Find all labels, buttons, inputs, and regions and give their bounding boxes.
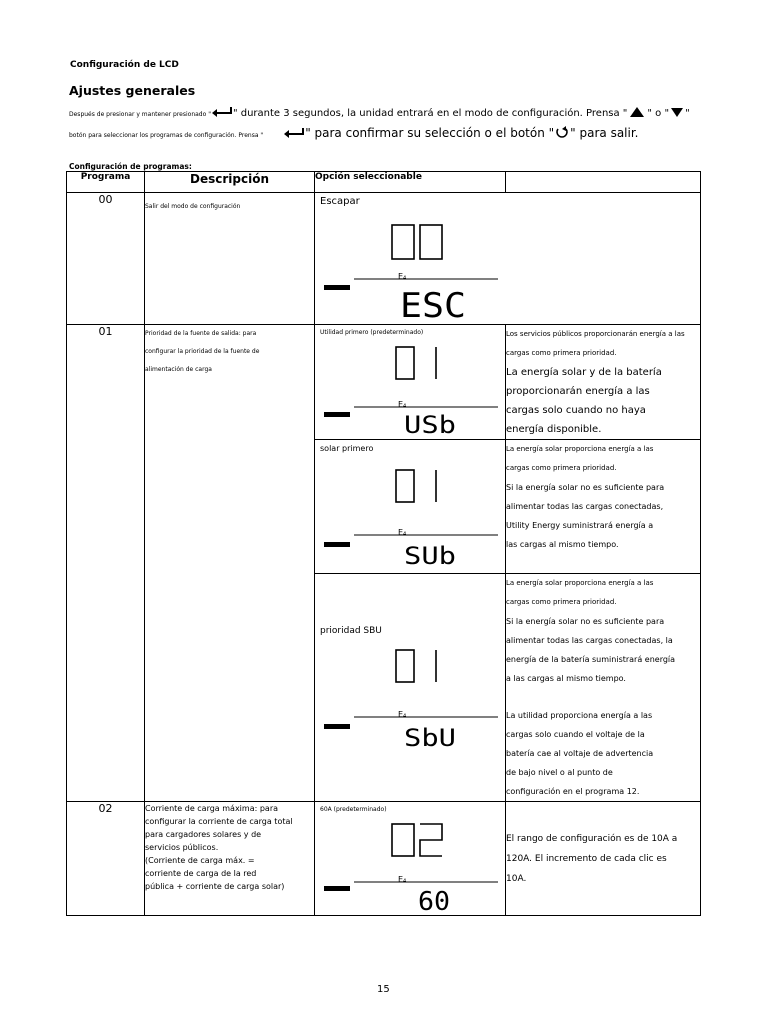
lcd-display [320, 460, 500, 570]
lcd-bolt-icon: E₄ [398, 875, 407, 884]
lcd-bolt-icon: E₄ [398, 528, 407, 537]
header-notes [506, 172, 701, 193]
note-line: las cargas al mismo tiempo. [506, 540, 619, 549]
header-opcion: Opción seleccionable [315, 172, 506, 193]
header-programa: Programa [67, 172, 145, 193]
program-description [145, 325, 315, 802]
program-number: 00 [67, 193, 145, 325]
note-line: El rango de configuración es de 10A a [506, 833, 678, 844]
note-line: La energía solar proporciona energía a las [506, 445, 654, 453]
option-note [506, 574, 701, 802]
note-line: Utility Energy suministrará energía a [506, 521, 654, 530]
lcd-bolt-icon: E₄ [398, 710, 407, 719]
note-line: La energía solar y de la batería [506, 367, 662, 378]
escape-icon [554, 126, 570, 140]
table-header-row [67, 172, 701, 193]
enter-icon [283, 127, 305, 139]
option-label: 60A (predeterminado) [320, 806, 387, 813]
description-line: configurar la prioridad de la fuente de [145, 348, 260, 355]
lcd-bar-indicator [324, 886, 350, 891]
table-row [67, 193, 701, 325]
note-line: de bajo nivel o al punto de [506, 768, 613, 777]
option-label: solar primero [320, 444, 374, 453]
program-description [145, 802, 315, 916]
header-descripcion: Descripción [145, 172, 315, 193]
lcd-digits-top [396, 650, 436, 682]
lcd-digits-bottom: SbU [404, 724, 456, 750]
option-note [506, 440, 701, 574]
description-line: corriente de carga de la red [145, 869, 257, 878]
description-line: configurar la corriente de carga total [145, 817, 293, 826]
lcd-digits-top [396, 470, 436, 502]
note-line: Si la energía solar no es suficiente para [506, 617, 665, 626]
page-number: 15 [377, 984, 390, 995]
option-label: Utilidad primero (predeterminado) [320, 329, 424, 336]
program-description [145, 193, 315, 325]
intro-line2-end: " para salir. [570, 126, 639, 140]
lcd-bar-indicator [324, 542, 350, 547]
description-line: servicios públicos. [145, 843, 219, 852]
lcd-display [320, 215, 500, 323]
note-line: cargas como primera prioridad. [506, 598, 617, 606]
description-line: Prioridad de la fuente de salida: para [145, 330, 257, 337]
note-line: configuración en el programa 12. [506, 787, 640, 796]
option-cell [315, 325, 506, 440]
table-row [67, 802, 701, 916]
lcd-digits-bottom: 60 [418, 887, 450, 914]
option-note [506, 325, 701, 440]
settings-table [66, 171, 701, 916]
description-line: para cargadores solares y de [145, 830, 262, 839]
lcd-bar-indicator [324, 285, 350, 290]
note-line: cargas como primera prioridad. [506, 464, 617, 472]
program-number: 01 [67, 325, 145, 802]
section-heading-general: Ajustes generales [69, 83, 196, 98]
note-line: 120A. El incremento de cada clic es [506, 853, 667, 864]
description-line: alimentación de carga [145, 366, 212, 373]
note-line: Los servicios públicos proporcionarán energía a las [506, 330, 685, 338]
note-line: proporcionarán energía a las [506, 386, 650, 397]
description-line: pública + corriente de carga solar) [145, 882, 285, 891]
lcd-digits-bottom: USb [404, 411, 456, 437]
note-line: alimentar todas las cargas conectadas, la [506, 636, 673, 645]
description-line: Corriente de carga máxima: para [145, 804, 279, 813]
intro-line2-main: " para confirmar su selección o el botón " [305, 126, 555, 140]
lcd-bar-indicator [324, 724, 350, 729]
note-line: cargas como primera prioridad. [506, 349, 617, 357]
lcd-bolt-icon: E₄ [398, 400, 407, 409]
table-row [67, 325, 701, 440]
lcd-bolt-icon: E₄ [398, 272, 407, 281]
lcd-digits-top [392, 225, 442, 259]
note-line: a las cargas al mismo tiempo. [506, 674, 626, 683]
intro-line2-small: botón para seleccionar los programas de configuración. Prensa " [69, 132, 264, 139]
note-line: Si la energía solar no es suficiente para [506, 483, 665, 492]
lcd-digits-top [396, 347, 436, 379]
intro-line-1 [69, 101, 709, 120]
note-line: batería cae al voltaje de advertencia [506, 749, 654, 758]
intro-line1-main: " durante 3 segundos, la unidad entrará en el modo de configuración. Prensa " [232, 108, 628, 119]
note-line: energía de la batería suministrará energía [506, 655, 676, 664]
option-cell [315, 193, 701, 325]
enter-icon [211, 106, 233, 118]
lcd-digits-top [392, 824, 442, 856]
intro-line1-end: " [685, 108, 690, 119]
option-cell [315, 440, 506, 574]
description-line: (Corriente de carga máx. = [145, 856, 255, 865]
intro-line1-small: Después de presionar y mantener presionado " [69, 111, 211, 118]
note-line: cargas solo cuando no haya [506, 405, 646, 416]
note-line: La energía solar proporciona energía a las [506, 579, 654, 587]
note-line: La utilidad proporciona energía a las [506, 711, 653, 720]
up-arrow-icon [627, 106, 647, 118]
description-text: Salir del modo de configuración [145, 203, 241, 210]
intro-line1-o: " o " [647, 108, 670, 119]
note-line: 10A. [506, 873, 527, 884]
programs-heading: Configuración de programas: [69, 162, 192, 171]
option-label: prioridad SBU [320, 626, 382, 636]
option-label: Escapar [320, 196, 360, 207]
intro-line-2 [69, 122, 709, 141]
lcd-bar-indicator [324, 412, 350, 417]
lcd-display [320, 816, 500, 914]
lcd-digits-bottom: SUb [404, 542, 456, 570]
option-note [506, 802, 701, 916]
down-arrow-icon [669, 106, 685, 118]
program-number: 02 [67, 802, 145, 916]
lcd-display [320, 640, 500, 750]
note-line: alimentar todas las cargas conectadas, [506, 502, 664, 511]
option-cell [315, 802, 506, 916]
note-line: energía disponible. [506, 424, 602, 435]
lcd-display [320, 341, 500, 437]
section-heading-lcd: Configuración de LCD [70, 60, 179, 70]
note-line: cargas solo cuando el voltaje de la [506, 730, 645, 739]
lcd-digits-bottom: ESC [400, 286, 466, 323]
option-cell [315, 574, 506, 802]
